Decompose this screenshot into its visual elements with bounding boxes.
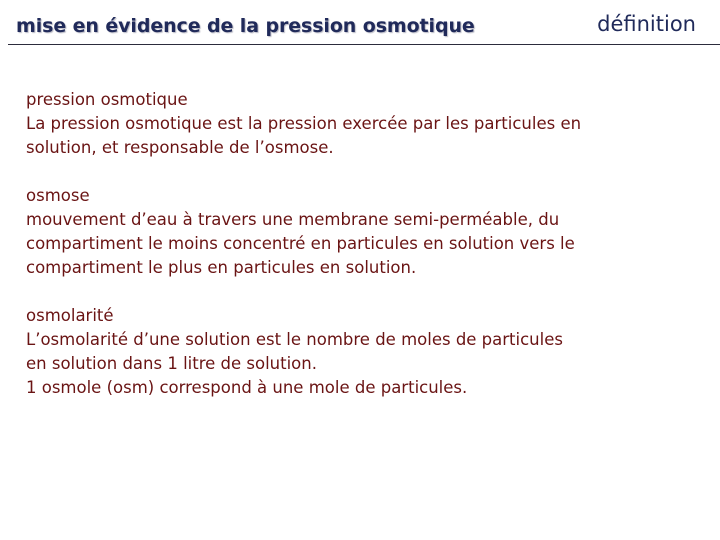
definition-text-line: La pression osmotique est la pression exercée par les particules en bbox=[26, 114, 582, 133]
definition-osmolarite bbox=[26, 304, 646, 400]
definitions-list bbox=[26, 88, 646, 424]
section-label: définition bbox=[597, 12, 696, 36]
definition-text-line: mouvement d’eau à travers une membrane semi-perméable, du bbox=[26, 210, 560, 229]
definition-text-line: compartiment le plus en particules en solution. bbox=[26, 258, 417, 277]
definition-term: osmose bbox=[26, 186, 90, 205]
definition-osmose bbox=[26, 184, 646, 280]
definition-text-line: L’osmolarité d’une solution est le nombre de moles de particules bbox=[26, 330, 563, 349]
definition-text-line: compartiment le moins concentré en particules en solution vers le bbox=[26, 234, 575, 253]
header-divider bbox=[8, 44, 720, 45]
slide-title: mise en évidence de la pression osmotique bbox=[16, 15, 475, 37]
definition-pression-osmotique bbox=[26, 88, 646, 160]
definition-term: pression osmotique bbox=[26, 90, 188, 109]
definition-text-line: en solution dans 1 litre de solution. bbox=[26, 354, 317, 373]
definition-term: osmolarité bbox=[26, 306, 114, 325]
definition-text-line: 1 osmole (osm) correspond à une mole de particules. bbox=[26, 378, 468, 397]
definition-text-line: solution, et responsable de l’osmose. bbox=[26, 138, 334, 157]
